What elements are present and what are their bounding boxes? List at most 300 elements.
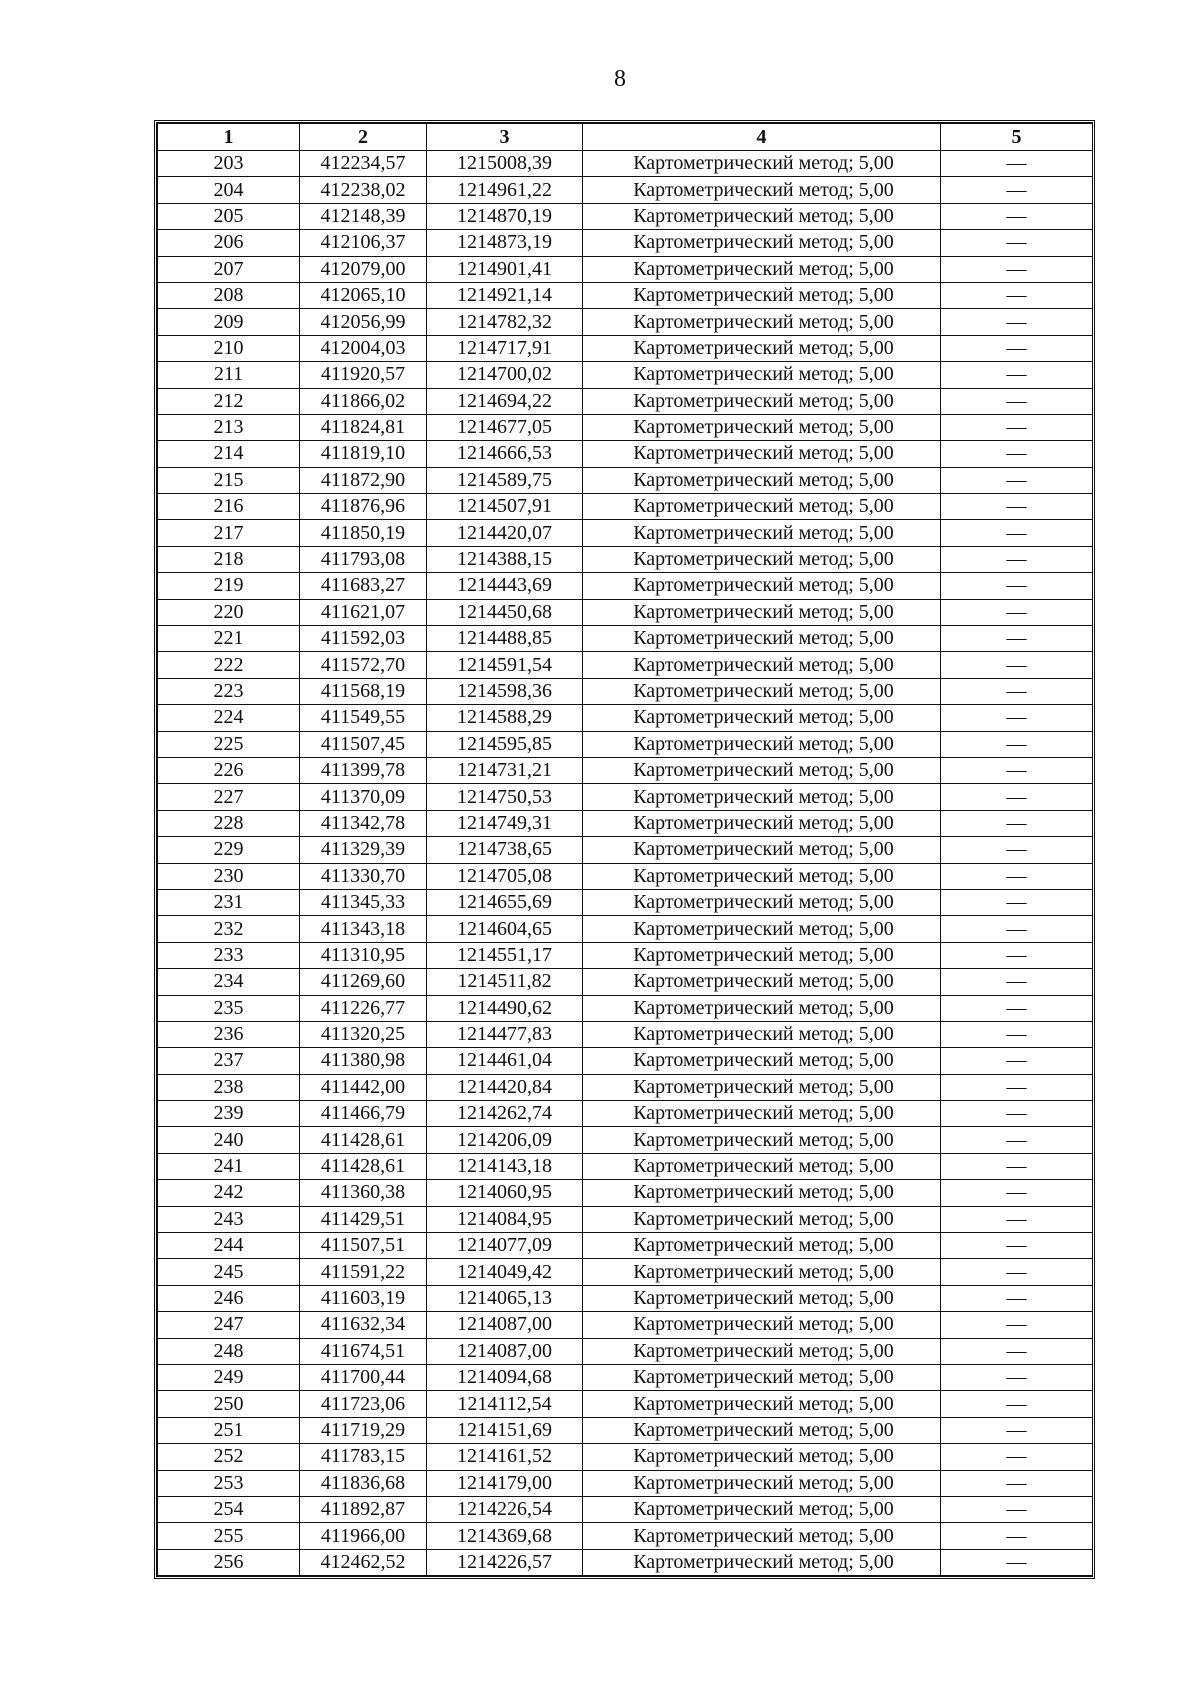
note-cell: — [941,889,1093,915]
table-row [158,414,1093,440]
table-header-row [158,124,1093,151]
y-coordinate-cell: 1214094,68 [427,1364,583,1390]
y-coordinate-cell: 1214112,54 [427,1391,583,1417]
note-cell: — [941,546,1093,572]
y-coordinate-cell: 1214588,29 [427,705,583,731]
method-cell: Картометрический метод; 5,00 [583,309,941,335]
method-cell: Картометрический метод; 5,00 [583,784,941,810]
x-coordinate-cell: 411719,29 [300,1417,427,1443]
method-cell: Картометрический метод; 5,00 [583,441,941,467]
x-coordinate-cell: 412106,37 [300,230,427,256]
y-coordinate-cell: 1214589,75 [427,467,583,493]
point-number-cell: 235 [158,995,300,1021]
note-cell: — [941,652,1093,678]
x-coordinate-cell: 412065,10 [300,282,427,308]
y-coordinate-cell: 1214450,68 [427,599,583,625]
note-cell: — [941,1523,1093,1549]
method-cell: Картометрический метод; 5,00 [583,520,941,546]
table-row [158,1127,1093,1153]
point-number-cell: 240 [158,1127,300,1153]
x-coordinate-cell: 411876,96 [300,494,427,520]
y-coordinate-cell: 1214443,69 [427,573,583,599]
method-cell: Картометрический метод; 5,00 [583,546,941,572]
y-coordinate-cell: 1215008,39 [427,151,583,177]
note-cell: — [941,203,1093,229]
method-cell: Картометрический метод; 5,00 [583,1285,941,1311]
point-number-cell: 249 [158,1364,300,1390]
table-row [158,1338,1093,1364]
method-cell: Картометрический метод; 5,00 [583,230,941,256]
y-coordinate-cell: 1214420,84 [427,1074,583,1100]
point-number-cell: 234 [158,969,300,995]
table-row [158,1364,1093,1390]
x-coordinate-cell: 411549,55 [300,705,427,731]
coordinates-table [157,123,1093,1576]
method-cell: Картометрический метод; 5,00 [583,467,941,493]
coordinates-table-frame [154,120,1095,1579]
method-cell: Картометрический метод; 5,00 [583,1074,941,1100]
method-cell: Картометрический метод; 5,00 [583,388,941,414]
point-number-cell: 207 [158,256,300,282]
point-number-cell: 221 [158,626,300,652]
y-coordinate-cell: 1214717,91 [427,335,583,361]
table-row [158,1391,1093,1417]
table-row [158,441,1093,467]
point-number-cell: 233 [158,942,300,968]
y-coordinate-cell: 1214677,05 [427,414,583,440]
y-coordinate-cell: 1214151,69 [427,1417,583,1443]
table-row [158,1180,1093,1206]
table-row [158,1496,1093,1522]
method-cell: Картометрический метод; 5,00 [583,256,941,282]
table-row [158,599,1093,625]
point-number-cell: 228 [158,810,300,836]
method-cell: Картометрический метод; 5,00 [583,1101,941,1127]
method-cell: Картометрический метод; 5,00 [583,1233,941,1259]
table-row [158,177,1093,203]
table-row [158,995,1093,1021]
x-coordinate-cell: 411399,78 [300,757,427,783]
x-coordinate-cell: 411320,25 [300,1021,427,1047]
method-cell: Картометрический метод; 5,00 [583,1153,941,1179]
point-number-cell: 208 [158,282,300,308]
x-coordinate-cell: 411783,15 [300,1444,427,1470]
y-coordinate-cell: 1214461,04 [427,1048,583,1074]
x-coordinate-cell: 411442,00 [300,1074,427,1100]
note-cell: — [941,942,1093,968]
method-cell: Картометрический метод; 5,00 [583,705,941,731]
table-row [158,494,1093,520]
x-coordinate-cell: 411226,77 [300,995,427,1021]
y-coordinate-cell: 1214873,19 [427,230,583,256]
table-row [158,757,1093,783]
table-row [158,256,1093,282]
point-number-cell: 239 [158,1101,300,1127]
table-row [158,520,1093,546]
y-coordinate-cell: 1214782,32 [427,309,583,335]
table-row [158,1312,1093,1338]
method-cell: Картометрический метод; 5,00 [583,1312,941,1338]
table-row [158,652,1093,678]
method-cell: Картометрический метод; 5,00 [583,942,941,968]
x-coordinate-cell: 411872,90 [300,467,427,493]
y-coordinate-cell: 1214551,17 [427,942,583,968]
table-row [158,731,1093,757]
x-coordinate-cell: 411428,61 [300,1127,427,1153]
table-row [158,546,1093,572]
point-number-cell: 206 [158,230,300,256]
method-cell: Картометрический метод; 5,00 [583,837,941,863]
x-coordinate-cell: 412238,02 [300,177,427,203]
x-coordinate-cell: 411700,44 [300,1364,427,1390]
y-coordinate-cell: 1214598,36 [427,678,583,704]
note-cell: — [941,1312,1093,1338]
point-number-cell: 242 [158,1180,300,1206]
table-body [158,151,1093,1576]
point-number-cell: 219 [158,573,300,599]
method-cell: Картометрический метод; 5,00 [583,1549,941,1575]
y-coordinate-cell: 1214226,54 [427,1496,583,1522]
point-number-cell: 245 [158,1259,300,1285]
y-coordinate-cell: 1214477,83 [427,1021,583,1047]
method-cell: Картометрический метод; 5,00 [583,494,941,520]
method-cell: Картометрический метод; 5,00 [583,1206,941,1232]
x-coordinate-cell: 412148,39 [300,203,427,229]
note-cell: — [941,599,1093,625]
y-coordinate-cell: 1214206,09 [427,1127,583,1153]
point-number-cell: 220 [158,599,300,625]
method-cell: Картометрический метод; 5,00 [583,757,941,783]
note-cell: — [941,1180,1093,1206]
note-cell: — [941,1417,1093,1443]
y-coordinate-cell: 1214507,91 [427,494,583,520]
note-cell: — [941,784,1093,810]
table-row [158,203,1093,229]
method-cell: Картометрический метод; 5,00 [583,1259,941,1285]
point-number-cell: 247 [158,1312,300,1338]
x-coordinate-cell: 411380,98 [300,1048,427,1074]
method-cell: Картометрический метод; 5,00 [583,863,941,889]
point-number-cell: 254 [158,1496,300,1522]
method-cell: Картометрический метод; 5,00 [583,1523,941,1549]
point-number-cell: 243 [158,1206,300,1232]
note-cell: — [941,441,1093,467]
table-row [158,969,1093,995]
note-cell: — [941,256,1093,282]
table-row [158,1048,1093,1074]
x-coordinate-cell: 411269,60 [300,969,427,995]
x-coordinate-cell: 411892,87 [300,1496,427,1522]
method-cell: Картометрический метод; 5,00 [583,414,941,440]
y-coordinate-cell: 1214511,82 [427,969,583,995]
point-number-cell: 224 [158,705,300,731]
note-cell: — [941,282,1093,308]
table-row [158,889,1093,915]
method-cell: Картометрический метод; 5,00 [583,1470,941,1496]
y-coordinate-cell: 1214488,85 [427,626,583,652]
note-cell: — [941,1444,1093,1470]
point-number-cell: 252 [158,1444,300,1470]
y-coordinate-cell: 1214738,65 [427,837,583,863]
table-row [158,230,1093,256]
x-coordinate-cell: 411824,81 [300,414,427,440]
y-coordinate-cell: 1214087,00 [427,1312,583,1338]
y-coordinate-cell: 1214750,53 [427,784,583,810]
table-row [158,1285,1093,1311]
method-cell: Картометрический метод; 5,00 [583,1338,941,1364]
note-cell: — [941,1259,1093,1285]
x-coordinate-cell: 411836,68 [300,1470,427,1496]
note-cell: — [941,573,1093,599]
y-coordinate-cell: 1214179,00 [427,1470,583,1496]
y-coordinate-cell: 1214870,19 [427,203,583,229]
table-row [158,467,1093,493]
point-number-cell: 248 [158,1338,300,1364]
point-number-cell: 209 [158,309,300,335]
x-coordinate-cell: 411429,51 [300,1206,427,1232]
table-row [158,1523,1093,1549]
note-cell: — [941,414,1093,440]
x-coordinate-cell: 412004,03 [300,335,427,361]
x-coordinate-cell: 411310,95 [300,942,427,968]
note-cell: — [941,916,1093,942]
method-cell: Картометрический метод; 5,00 [583,362,941,388]
point-number-cell: 230 [158,863,300,889]
point-number-cell: 214 [158,441,300,467]
method-cell: Картометрический метод; 5,00 [583,1021,941,1047]
x-coordinate-cell: 411466,79 [300,1101,427,1127]
note-cell: — [941,309,1093,335]
y-coordinate-cell: 1214666,53 [427,441,583,467]
method-cell: Картометрический метод; 5,00 [583,151,941,177]
method-cell: Картометрический метод; 5,00 [583,1496,941,1522]
x-coordinate-cell: 411920,57 [300,362,427,388]
x-coordinate-cell: 411966,00 [300,1523,427,1549]
note-cell: — [941,520,1093,546]
point-number-cell: 251 [158,1417,300,1443]
method-cell: Картометрический метод; 5,00 [583,731,941,757]
note-cell: — [941,626,1093,652]
method-cell: Картометрический метод; 5,00 [583,916,941,942]
table-row [158,810,1093,836]
method-cell: Картометрический метод; 5,00 [583,1364,941,1390]
point-number-cell: 213 [158,414,300,440]
point-number-cell: 237 [158,1048,300,1074]
x-coordinate-cell: 411819,10 [300,441,427,467]
point-number-cell: 229 [158,837,300,863]
table-row [158,282,1093,308]
x-coordinate-cell: 411683,27 [300,573,427,599]
column-header-2: 2 [300,124,427,151]
y-coordinate-cell: 1214388,15 [427,546,583,572]
y-coordinate-cell: 1214490,62 [427,995,583,1021]
point-number-cell: 211 [158,362,300,388]
note-cell: — [941,1233,1093,1259]
point-number-cell: 204 [158,177,300,203]
note-cell: — [941,335,1093,361]
y-coordinate-cell: 1214060,95 [427,1180,583,1206]
y-coordinate-cell: 1214921,14 [427,282,583,308]
note-cell: — [941,388,1093,414]
point-number-cell: 232 [158,916,300,942]
x-coordinate-cell: 411343,18 [300,916,427,942]
x-coordinate-cell: 411507,45 [300,731,427,757]
point-number-cell: 205 [158,203,300,229]
note-cell: — [941,494,1093,520]
note-cell: — [941,230,1093,256]
point-number-cell: 215 [158,467,300,493]
point-number-cell: 246 [158,1285,300,1311]
y-coordinate-cell: 1214731,21 [427,757,583,783]
x-coordinate-cell: 411330,70 [300,863,427,889]
x-coordinate-cell: 411591,22 [300,1259,427,1285]
method-cell: Картометрический метод; 5,00 [583,626,941,652]
method-cell: Картометрический метод; 5,00 [583,652,941,678]
y-coordinate-cell: 1214655,69 [427,889,583,915]
table-row [158,1233,1093,1259]
method-cell: Картометрический метод; 5,00 [583,203,941,229]
point-number-cell: 244 [158,1233,300,1259]
method-cell: Картометрический метод; 5,00 [583,678,941,704]
point-number-cell: 225 [158,731,300,757]
method-cell: Картометрический метод; 5,00 [583,599,941,625]
y-coordinate-cell: 1214084,95 [427,1206,583,1232]
y-coordinate-cell: 1214694,22 [427,388,583,414]
x-coordinate-cell: 411592,03 [300,626,427,652]
point-number-cell: 253 [158,1470,300,1496]
x-coordinate-cell: 411850,19 [300,520,427,546]
table-row [158,626,1093,652]
method-cell: Картометрический метод; 5,00 [583,1391,941,1417]
point-number-cell: 241 [158,1153,300,1179]
table-row [158,942,1093,968]
x-coordinate-cell: 411572,70 [300,652,427,678]
y-coordinate-cell: 1214591,54 [427,652,583,678]
point-number-cell: 203 [158,151,300,177]
method-cell: Картометрический метод; 5,00 [583,1180,941,1206]
note-cell: — [941,705,1093,731]
y-coordinate-cell: 1214961,22 [427,177,583,203]
note-cell: — [941,1364,1093,1390]
y-coordinate-cell: 1214700,02 [427,362,583,388]
table-row [158,1259,1093,1285]
point-number-cell: 250 [158,1391,300,1417]
note-cell: — [941,757,1093,783]
y-coordinate-cell: 1214143,18 [427,1153,583,1179]
y-coordinate-cell: 1214262,74 [427,1101,583,1127]
method-cell: Картометрический метод; 5,00 [583,1127,941,1153]
method-cell: Картометрический метод; 5,00 [583,889,941,915]
y-coordinate-cell: 1214077,09 [427,1233,583,1259]
x-coordinate-cell: 411370,09 [300,784,427,810]
note-cell: — [941,151,1093,177]
note-cell: — [941,1549,1093,1575]
method-cell: Картометрический метод; 5,00 [583,1417,941,1443]
x-coordinate-cell: 411360,38 [300,1180,427,1206]
method-cell: Картометрический метод; 5,00 [583,1048,941,1074]
table-row [158,1444,1093,1470]
x-coordinate-cell: 411632,34 [300,1312,427,1338]
table-row [158,784,1093,810]
note-cell: — [941,810,1093,836]
point-number-cell: 223 [158,678,300,704]
table-row [158,1021,1093,1047]
note-cell: — [941,1153,1093,1179]
note-cell: — [941,467,1093,493]
y-coordinate-cell: 1214087,00 [427,1338,583,1364]
method-cell: Картометрический метод; 5,00 [583,177,941,203]
column-header-5: 5 [941,124,1093,151]
point-number-cell: 256 [158,1549,300,1575]
point-number-cell: 222 [158,652,300,678]
table-row [158,388,1093,414]
y-coordinate-cell: 1214705,08 [427,863,583,889]
x-coordinate-cell: 411345,33 [300,889,427,915]
y-coordinate-cell: 1214049,42 [427,1259,583,1285]
table-row [158,573,1093,599]
y-coordinate-cell: 1214161,52 [427,1444,583,1470]
point-number-cell: 210 [158,335,300,361]
method-cell: Картометрический метод; 5,00 [583,335,941,361]
point-number-cell: 218 [158,546,300,572]
x-coordinate-cell: 411621,07 [300,599,427,625]
table-row [158,151,1093,177]
note-cell: — [941,969,1093,995]
note-cell: — [941,1470,1093,1496]
note-cell: — [941,1391,1093,1417]
column-header-1: 1 [158,124,300,151]
y-coordinate-cell: 1214065,13 [427,1285,583,1311]
y-coordinate-cell: 1214369,68 [427,1523,583,1549]
table-row [158,916,1093,942]
y-coordinate-cell: 1214226,57 [427,1549,583,1575]
x-coordinate-cell: 411568,19 [300,678,427,704]
point-number-cell: 217 [158,520,300,546]
point-number-cell: 212 [158,388,300,414]
y-coordinate-cell: 1214595,85 [427,731,583,757]
note-cell: — [941,995,1093,1021]
y-coordinate-cell: 1214604,65 [427,916,583,942]
point-number-cell: 216 [158,494,300,520]
table-row [158,678,1093,704]
table-row [158,1549,1093,1575]
note-cell: — [941,1048,1093,1074]
column-header-4: 4 [583,124,941,151]
note-cell: — [941,1496,1093,1522]
x-coordinate-cell: 411329,39 [300,837,427,863]
y-coordinate-cell: 1214901,41 [427,256,583,282]
method-cell: Картометрический метод; 5,00 [583,282,941,308]
method-cell: Картометрический метод; 5,00 [583,995,941,1021]
table-row [158,1074,1093,1100]
note-cell: — [941,1206,1093,1232]
table-row [158,1101,1093,1127]
x-coordinate-cell: 412462,52 [300,1549,427,1575]
x-coordinate-cell: 411723,06 [300,1391,427,1417]
x-coordinate-cell: 411507,51 [300,1233,427,1259]
column-header-3: 3 [427,124,583,151]
method-cell: Картометрический метод; 5,00 [583,969,941,995]
table-row [158,1470,1093,1496]
table-row [158,362,1093,388]
x-coordinate-cell: 412056,99 [300,309,427,335]
note-cell: — [941,837,1093,863]
table-row [158,1417,1093,1443]
note-cell: — [941,1074,1093,1100]
x-coordinate-cell: 411342,78 [300,810,427,836]
table-row [158,837,1093,863]
page-number: 8 [614,66,626,92]
